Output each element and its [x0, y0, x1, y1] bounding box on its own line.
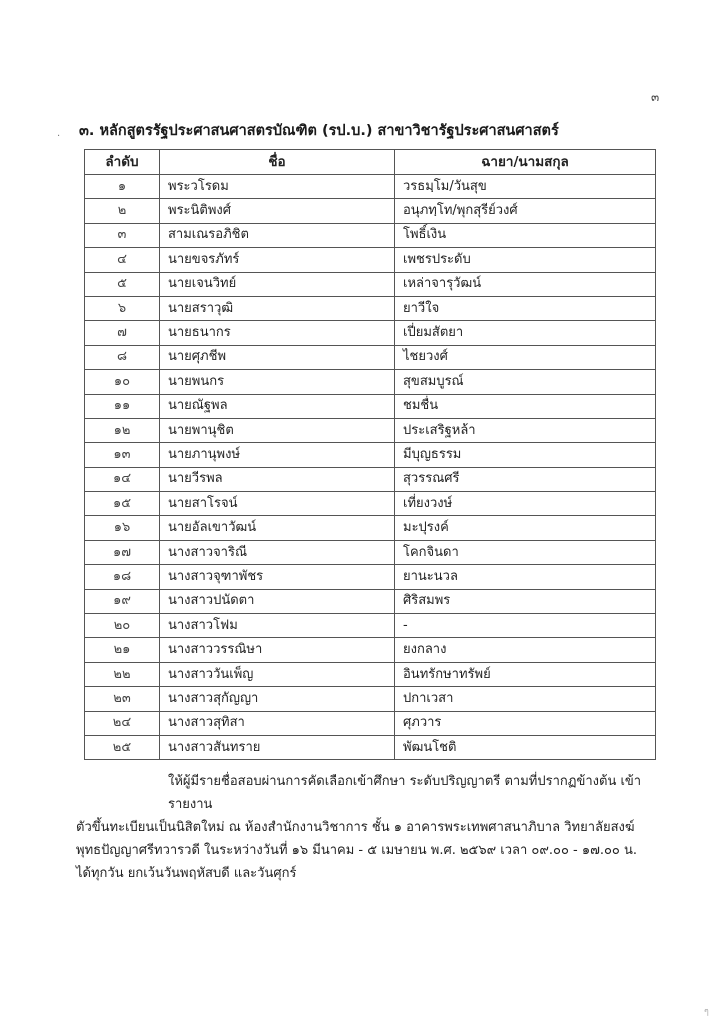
row-number: ๒	[85, 199, 160, 223]
table-row	[85, 492, 656, 516]
row-name: พระนิติพงศ์	[160, 199, 395, 223]
row-name: นางสาวสุกัญญา	[160, 687, 395, 711]
row-name: นางสาวสันทราย	[160, 735, 395, 759]
row-surname: โคกจินดา	[395, 540, 656, 564]
row-number: ๑๘	[85, 565, 160, 589]
row-surname: ประเสริฐหล้า	[395, 418, 656, 442]
row-name: นางสาวจาริณี	[160, 540, 395, 564]
row-number: ๔	[85, 248, 160, 272]
row-surname: เหล่าจารุวัฒน์	[395, 272, 656, 296]
row-surname: ศิริสมพร	[395, 589, 656, 613]
row-number: ๒๐	[85, 614, 160, 638]
row-number: ๓	[85, 223, 160, 247]
row-name: นายธนากร	[160, 321, 395, 345]
row-surname: วรธมฺโม/วันสุข	[395, 175, 656, 199]
row-number: ๒๓	[85, 687, 160, 711]
table-row	[85, 638, 656, 662]
corner-initial-mark: ๆ	[704, 1007, 709, 1017]
row-number: ๑๕	[85, 492, 160, 516]
table-row	[85, 223, 656, 247]
table-row	[85, 711, 656, 735]
row-surname: ปกาเวสา	[395, 687, 656, 711]
table-row	[85, 467, 656, 491]
row-name: นายศุภชีพ	[160, 345, 395, 369]
row-number: ๑	[85, 175, 160, 199]
table-row	[85, 443, 656, 467]
row-surname: อินทรักษาทรัพย์	[395, 662, 656, 686]
row-surname: ยาวีใจ	[395, 296, 656, 320]
row-number: ๑๐	[85, 370, 160, 394]
row-surname: เที่ยงวงษ์	[395, 492, 656, 516]
row-surname: ศุภวาร	[395, 711, 656, 735]
row-surname: เพชรประดับ	[395, 248, 656, 272]
table-row	[85, 345, 656, 369]
row-name: นายสราวุฒิ	[160, 296, 395, 320]
table-row	[85, 272, 656, 296]
row-number: ๑๒	[85, 418, 160, 442]
row-surname: มีบุญธรรม	[395, 443, 656, 467]
notice-line-4: ได้ทุกวัน ยกเว้นวันพฤหัสบดี และวันศุกร์	[76, 866, 297, 881]
table-row	[85, 199, 656, 223]
row-surname: สุขสมบูรณ์	[395, 370, 656, 394]
table-row	[85, 662, 656, 686]
row-name: นางสาวจุฑาพัชร	[160, 565, 395, 589]
row-name: นางสาววันเพ็ญ	[160, 662, 395, 686]
row-surname: เปี่ยมสัตยา	[395, 321, 656, 345]
row-name: นายเจนวิทย์	[160, 272, 395, 296]
row-name: นายภานุพงษ์	[160, 443, 395, 467]
row-name: นายอัลเขาวัฒน์	[160, 516, 395, 540]
row-number: ๒๒	[85, 662, 160, 686]
row-name: สามเณรอภิชิต	[160, 223, 395, 247]
page-number: ๓	[651, 90, 660, 104]
row-number: ๖	[85, 296, 160, 320]
table-row	[85, 370, 656, 394]
header-order: ลำดับ	[85, 150, 160, 175]
row-number: ๒๑	[85, 638, 160, 662]
table-row	[85, 296, 656, 320]
row-surname: อนุภทฺโท/พุกสุรีย์วงศ์	[395, 199, 656, 223]
row-name: นายพนกร	[160, 370, 395, 394]
table-row	[85, 418, 656, 442]
row-name: นางสาวปนัดตา	[160, 589, 395, 613]
row-surname: พัฒนโชติ	[395, 735, 656, 759]
section-heading: ๓. หลักสูตรรัฐประศาสนศาสตรบัณฑิต (รป.บ.) สาขาวิชารัฐประศาสนศาสตร์	[79, 123, 559, 139]
row-surname: โพธิ์เงิน	[395, 223, 656, 247]
table-row	[85, 614, 656, 638]
table-row	[85, 248, 656, 272]
row-number: ๑๓	[85, 443, 160, 467]
row-name: นายณัฐพล	[160, 394, 395, 418]
row-surname: สุวรรณศรี	[395, 467, 656, 491]
row-name: นายพานุชิต	[160, 418, 395, 442]
bullet-mark: .	[57, 128, 61, 139]
table-row	[85, 175, 656, 199]
table-row	[85, 735, 656, 759]
student-roster-table	[84, 149, 656, 760]
row-name: พระวโรดม	[160, 175, 395, 199]
row-surname: มะปุรงค์	[395, 516, 656, 540]
table-header-row	[85, 150, 656, 175]
row-number: ๗	[85, 321, 160, 345]
row-number: ๑๗	[85, 540, 160, 564]
row-number: ๑๙	[85, 589, 160, 613]
row-number: ๑๑	[85, 394, 160, 418]
row-number: ๑๔	[85, 467, 160, 491]
notice-line-2: ตัวขึ้นทะเบียนเป็นนิสิตใหม่ ณ ห้องสำนักงานวิชาการ ชั้น ๑ อาคารพระเทพศาสนาภิบาล วิทยาลัยสงฆ์	[76, 820, 635, 835]
row-number: ๒๕	[85, 735, 160, 759]
table-row	[85, 394, 656, 418]
notice-line-1: ให้ผู้มีรายชื่อสอบผ่านการคัดเลือกเข้าศึกษา ระดับปริญญาตรี ตามที่ปรากฏข้างต้น เข้ารายงาน	[168, 774, 642, 812]
row-surname: ยงกลาง	[395, 638, 656, 662]
row-surname: ยานะนวล	[395, 565, 656, 589]
row-number: ๘	[85, 345, 160, 369]
row-name: นายวีรพล	[160, 467, 395, 491]
header-name: ชื่อ	[160, 150, 395, 175]
row-name: นางสาวโฟม	[160, 614, 395, 638]
notice-line-3: พุทธปัญญาศรีทวารวดี ในระหว่างวันที่ ๑๖ มีนาคม - ๕ เมษายน พ.ศ. ๒๕๖๙ เวลา ๐๙.๐๐ - ๑๗.๐๐ น.	[76, 843, 638, 858]
row-name: นายสาโรจน์	[160, 492, 395, 516]
row-name: นายขจรภัทร์	[160, 248, 395, 272]
row-name: นางสาวสุทิสา	[160, 711, 395, 735]
row-surname: -	[395, 614, 656, 638]
table-row	[85, 516, 656, 540]
row-surname: ไชยวงศ์	[395, 345, 656, 369]
table-row	[85, 687, 656, 711]
notice-paragraph	[76, 770, 648, 885]
row-name: นางสาววรรณิษา	[160, 638, 395, 662]
row-number: ๒๔	[85, 711, 160, 735]
row-surname: ชมชื่น	[395, 394, 656, 418]
header-surname: ฉายา/นามสกุล	[395, 150, 656, 175]
table-row	[85, 321, 656, 345]
table-row	[85, 540, 656, 564]
table-body	[85, 175, 656, 760]
table-row	[85, 589, 656, 613]
row-number: ๕	[85, 272, 160, 296]
row-number: ๑๖	[85, 516, 160, 540]
table-row	[85, 565, 656, 589]
